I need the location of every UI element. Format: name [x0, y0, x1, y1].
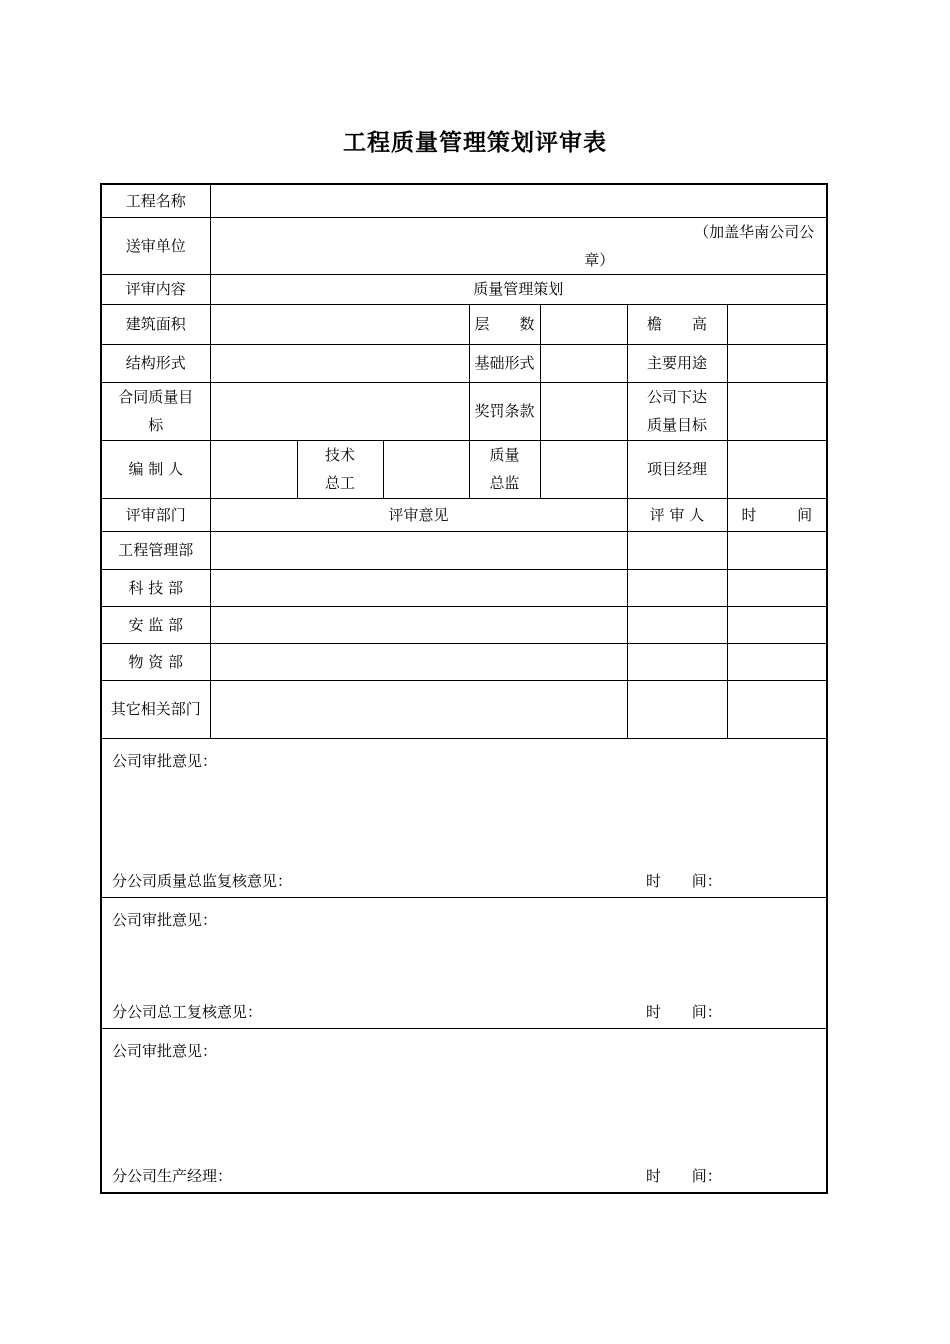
label-main-use: 主要用途	[627, 344, 727, 382]
submit-unit-field[interactable]	[210, 217, 826, 274]
header-time	[727, 498, 826, 531]
approval-foot: 分公司总工复核意见：	[112, 1002, 263, 1021]
review-table	[102, 185, 826, 1193]
compiler-field[interactable]	[210, 440, 297, 498]
dept-opinion-field[interactable]	[210, 531, 627, 569]
approval-block[interactable]	[102, 1028, 826, 1192]
approval-foot: 分公司生产经理：	[112, 1166, 233, 1185]
label-building-area: 建筑面积	[102, 304, 210, 344]
dept-label: 工程管理部	[102, 531, 210, 569]
dept-opinion-field[interactable]	[210, 569, 627, 606]
label-reward-penalty: 奖罚条款	[469, 382, 540, 440]
label-quality-chief: 质量总监	[469, 440, 540, 498]
dept-reviewer-field[interactable]	[627, 606, 727, 643]
label-eave-height: 檐 高	[627, 304, 727, 344]
label-submit-unit: 送审单位	[102, 217, 210, 274]
dept-label: 物 资 部	[102, 643, 210, 680]
approval-time: 时 间：	[646, 1002, 722, 1021]
dept-reviewer-field[interactable]	[627, 531, 727, 569]
quality-chief-field[interactable]	[540, 440, 627, 498]
page-title: 工程质量管理策划评审表	[343, 129, 607, 156]
project-manager-field[interactable]	[727, 440, 826, 498]
dept-reviewer-field[interactable]	[627, 680, 727, 738]
approval-time: 时 间：	[646, 871, 722, 890]
dept-label: 其它相关部门	[102, 680, 210, 738]
approval-head: 公司审批意见：	[112, 751, 218, 770]
dept-label: 科 技 部	[102, 569, 210, 606]
dept-opinion-field[interactable]	[210, 606, 627, 643]
dept-reviewer-field[interactable]	[627, 569, 727, 606]
header-review-dept: 评审部门	[102, 498, 210, 531]
seal-note-line2: 章）	[584, 250, 615, 269]
dept-opinion-field[interactable]	[210, 680, 627, 738]
foundation-form-field[interactable]	[540, 344, 627, 382]
review-form	[100, 183, 828, 1194]
dept-label: 安 监 部	[102, 606, 210, 643]
dept-time-field[interactable]	[727, 531, 826, 569]
dept-time-field[interactable]	[727, 680, 826, 738]
label-tech-chief: 技术总工	[297, 440, 383, 498]
seal-note-line1: （加盖华南公司公	[694, 222, 815, 241]
dept-time-field[interactable]	[727, 643, 826, 680]
review-content-value: 质量管理策划	[210, 274, 826, 304]
label-review-content: 评审内容	[102, 274, 210, 304]
approval-block[interactable]	[102, 738, 826, 897]
eave-height-field[interactable]	[727, 304, 826, 344]
main-use-field[interactable]	[727, 344, 826, 382]
structure-form-field[interactable]	[210, 344, 469, 382]
label-structure-form: 结构形式	[102, 344, 210, 382]
header-time-b: 间	[797, 505, 813, 524]
approval-foot: 分公司质量总监复核意见：	[112, 871, 293, 890]
label-project-name: 工程名称	[102, 185, 210, 217]
approval-block[interactable]	[102, 897, 826, 1028]
approval-head: 公司审批意见：	[112, 1041, 218, 1060]
building-area-field[interactable]	[210, 304, 469, 344]
label-compiler: 编 制 人	[102, 440, 210, 498]
dept-opinion-field[interactable]	[210, 643, 627, 680]
contract-quality-target-field[interactable]	[210, 382, 469, 440]
reward-penalty-field[interactable]	[540, 382, 627, 440]
dept-time-field[interactable]	[727, 569, 826, 606]
label-floors: 层 数	[469, 304, 540, 344]
dept-reviewer-field[interactable]	[627, 643, 727, 680]
tech-chief-field[interactable]	[383, 440, 469, 498]
header-reviewer: 评 审 人	[627, 498, 727, 531]
header-time-a: 时	[741, 505, 757, 524]
floors-field[interactable]	[540, 304, 627, 344]
dept-time-field[interactable]	[727, 606, 826, 643]
label-project-manager: 项目经理	[627, 440, 727, 498]
label-company-quality-target: 公司下达质量目标	[627, 382, 727, 440]
project-name-field[interactable]	[210, 185, 826, 217]
approval-time: 时 间：	[646, 1166, 722, 1185]
approval-head: 公司审批意见：	[112, 910, 218, 929]
company-quality-target-field[interactable]	[727, 382, 826, 440]
label-foundation-form: 基础形式	[469, 344, 540, 382]
header-review-opinion: 评审意见	[210, 498, 627, 531]
label-contract-quality-target: 合同质量目标	[102, 382, 210, 440]
